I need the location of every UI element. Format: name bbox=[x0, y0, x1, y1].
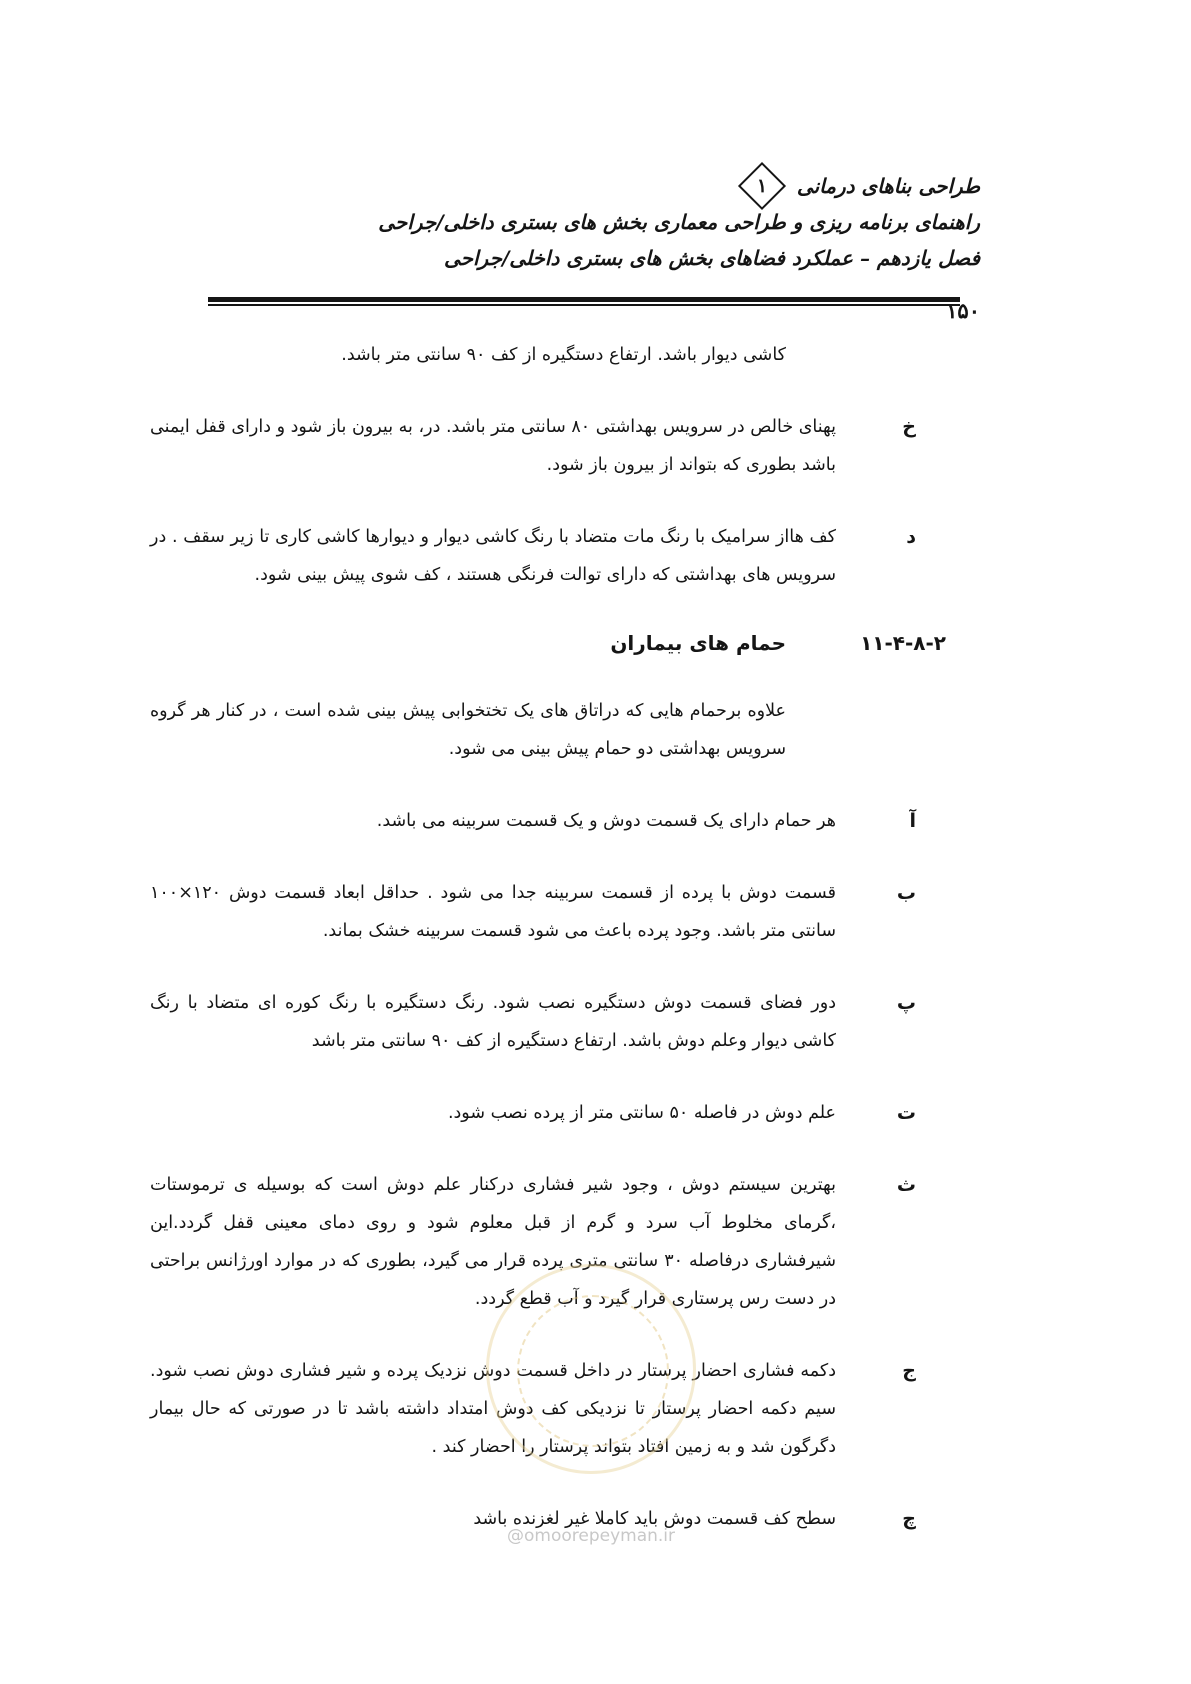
watermark-seal-icon bbox=[486, 1264, 696, 1474]
header-rule-thick bbox=[208, 297, 960, 302]
item-text: سطح کف قسمت دوش باید کاملا غیر لغزنده باشد bbox=[473, 1509, 836, 1529]
list-item bbox=[150, 518, 946, 594]
volume-number: ۱ bbox=[756, 175, 768, 197]
list-item bbox=[150, 1094, 946, 1132]
list-item bbox=[150, 874, 946, 950]
item-letter: ج bbox=[902, 1360, 916, 1382]
item-text: قسمت دوش با پرده از قسمت سربینه جدا می شود . حداقل ابعاد قسمت دوش ۱۲۰×۱۰۰ سانتی متر باشد. وجود پرده باعث می شود قسمت سربینه خشک بماند. bbox=[150, 883, 836, 941]
page-number: ۱۵۰ bbox=[946, 298, 980, 323]
item-letter: پ bbox=[896, 992, 916, 1014]
item-text: هر حمام دارای یک قسمت دوش و یک قسمت سربینه می باشد. bbox=[376, 811, 836, 831]
item-text: دکمه فشاری احضار پرستار در داخل قسمت دوش نزدیک پرده و شیر فشاری دوش نصب شود. سیم دکمه احضار پرستار تا نزدیکی کف دوش امتداد داشته باشد تا در صورتی که حال بیمار دگرگون شد و به زمین افتاد بتواند پرستار را احضار کند . bbox=[150, 1361, 836, 1457]
item-text: بهترین سیستم دوش ، وجود شیر فشاری درکنار علم دوش است که بوسیله ی ترموستات ،گرمای مخلوط آب سرد و گرم از قبل معلوم شود و روی دمای معینی قفل گردد.این شیرفشاری درفاصله ۳۰ سانتی متری پرده قرار می گیرد، بطوری که در موارد اورژانس براحتی در دست رس پرستاری قرار گیرد و آب قطع گردد. bbox=[150, 1175, 836, 1309]
page-header bbox=[208, 168, 980, 276]
header-subtitle: راهنمای برنامه ریزی و طراحی معماری بخش های بستری داخلی/جراحی bbox=[378, 210, 980, 234]
item-letter: ب bbox=[896, 882, 916, 904]
item-letter: ت bbox=[896, 1102, 916, 1124]
item-letter: ث bbox=[896, 1174, 916, 1196]
item-text: پهنای خالص در سرویس بهداشتی ۸۰ سانتی متر باشد. در، به بیرون باز شود و دارای قفل ایمنی باشد بطوری که بتواند از بیرون باز شود. bbox=[150, 417, 836, 475]
item-letter: آ bbox=[909, 810, 916, 832]
header-title-row bbox=[208, 168, 980, 204]
header-rule-thin bbox=[208, 304, 960, 306]
item-letter: چ bbox=[902, 1508, 916, 1530]
list-item bbox=[150, 802, 946, 840]
watermark-text: @omoorepeyman.ir bbox=[506, 1526, 676, 1546]
item-text: کف هااز سرامیک با رنگ مات متضاد با رنگ کاشی دیوار و دیوارها کاشی کاری تا زیر سقف . در سرویس های بهداشتی که دارای توالت فرنگی هستند ، کف شوی پیش بینی شود. bbox=[150, 527, 836, 585]
section-number: ۱۱-۴-۸-۲ bbox=[860, 631, 946, 655]
item-text: دور فضای قسمت دوش دستگیره نصب شود. رنگ دستگیره با رنگ کوره ای متضاد با رنگ کاشی دیوار وعلم دوش باشد. ارتفاع دستگیره از کف ۹۰ سانتی متر باشد bbox=[150, 993, 836, 1051]
section-title: حمام های بیماران bbox=[610, 631, 786, 655]
section-heading bbox=[150, 624, 946, 662]
header-chapter: فصل یازدهم – عملکرد فضاهای بخش های بستری داخلی/جراحی bbox=[443, 246, 980, 270]
item-letter: د bbox=[906, 526, 916, 548]
item-text: علم دوش در فاصله ۵۰ سانتی متر از پرده نصب شود. bbox=[447, 1103, 836, 1123]
volume-badge-icon bbox=[738, 162, 786, 210]
list-item bbox=[150, 408, 946, 484]
book-title: طراحی بناهای درمانی bbox=[796, 174, 980, 198]
intro-line: کاشی دیوار باشد. ارتفاع دستگیره از کف ۹۰ سانتی متر باشد. bbox=[341, 345, 786, 365]
section-intro: علاوه برحمام هایی که دراتاق های یک تختخوابی پیش بینی شده است ، در کنار هر گروه سرویس بهداشتی دو حمام پیش بینی می شود. bbox=[150, 701, 786, 759]
list-item bbox=[150, 984, 946, 1060]
item-letter: خ bbox=[902, 416, 916, 438]
